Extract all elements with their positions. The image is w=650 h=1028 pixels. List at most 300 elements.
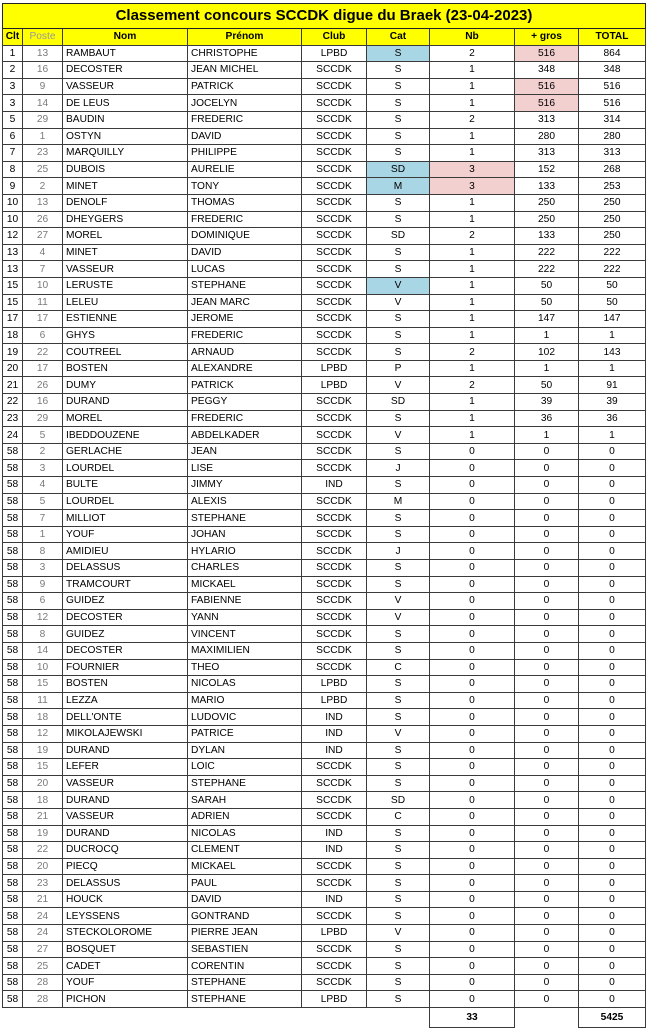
- cell-gros: 0: [515, 510, 579, 527]
- cell-nom: BOSQUET: [63, 941, 188, 958]
- cell-prenom: THEO: [188, 659, 302, 676]
- cell-total: 0: [579, 659, 646, 676]
- cell-cat: SD: [367, 394, 430, 411]
- cell-nb: 0: [430, 692, 515, 709]
- cell-nom: DUBOIS: [63, 161, 188, 178]
- cell-club: LPBD: [302, 991, 367, 1008]
- cell-prenom: JEROME: [188, 311, 302, 328]
- cell-gros: 0: [515, 941, 579, 958]
- cell-clt: 19: [3, 344, 23, 361]
- cell-poste: 9: [23, 576, 63, 593]
- cell-poste: 1: [23, 526, 63, 543]
- cell-club: IND: [302, 477, 367, 494]
- cell-cat: SD: [367, 228, 430, 245]
- table-row: [3, 294, 646, 311]
- cell-club: SCCDK: [302, 526, 367, 543]
- cell-nom: MINET: [63, 178, 188, 195]
- cell-nb: 0: [430, 941, 515, 958]
- table-row: [3, 62, 646, 79]
- table-row: [3, 344, 646, 361]
- cell-total: 0: [579, 891, 646, 908]
- cell-prenom: JEAN MARC: [188, 294, 302, 311]
- table-row: [3, 510, 646, 527]
- table-row: [3, 958, 646, 975]
- cell-club: SCCDK: [302, 642, 367, 659]
- cell-prenom: STEPHANE: [188, 974, 302, 991]
- cell-total: 268: [579, 161, 646, 178]
- cell-nb: 0: [430, 891, 515, 908]
- cell-poste: 28: [23, 991, 63, 1008]
- cell-clt: 58: [3, 842, 23, 859]
- cell-nb: 0: [430, 526, 515, 543]
- cell-gros: 1: [515, 327, 579, 344]
- cell-nb: 0: [430, 925, 515, 942]
- cell-total: 516: [579, 78, 646, 95]
- cell-clt: 58: [3, 742, 23, 759]
- cell-total: 0: [579, 593, 646, 610]
- cell-club: SCCDK: [302, 111, 367, 128]
- cell-clt: 58: [3, 958, 23, 975]
- cell-total: 0: [579, 858, 646, 875]
- cell-prenom: FREDERIC: [188, 410, 302, 427]
- cell-nom: PIECQ: [63, 858, 188, 875]
- cell-gros: 102: [515, 344, 579, 361]
- cell-poste: 17: [23, 360, 63, 377]
- cell-nb: 3: [430, 178, 515, 195]
- cell-clt: 9: [3, 178, 23, 195]
- cell-cat: S: [367, 576, 430, 593]
- cell-gros: 152: [515, 161, 579, 178]
- cell-clt: 58: [3, 775, 23, 792]
- cell-gros: 0: [515, 958, 579, 975]
- cell-cat: S: [367, 974, 430, 991]
- cell-cat: P: [367, 360, 430, 377]
- cell-total: 1: [579, 427, 646, 444]
- cell-nom: GUIDEZ: [63, 593, 188, 610]
- cell-total: 516: [579, 95, 646, 112]
- cell-clt: 58: [3, 593, 23, 610]
- cell-poste: 5: [23, 493, 63, 510]
- cell-total: 0: [579, 493, 646, 510]
- cell-club: SCCDK: [302, 128, 367, 145]
- table-row: [3, 759, 646, 776]
- cell-prenom: SARAH: [188, 792, 302, 809]
- cell-prenom: DAVID: [188, 891, 302, 908]
- cell-gros: 147: [515, 311, 579, 328]
- cell-prenom: PATRICK: [188, 78, 302, 95]
- cell-club: SCCDK: [302, 493, 367, 510]
- cell-nb: 0: [430, 477, 515, 494]
- cell-club: SCCDK: [302, 443, 367, 460]
- cell-club: SCCDK: [302, 95, 367, 112]
- cell-gros: 0: [515, 875, 579, 892]
- cell-prenom: NICOLAS: [188, 825, 302, 842]
- cell-total: 0: [579, 477, 646, 494]
- table-row: [3, 576, 646, 593]
- cell-clt: 58: [3, 991, 23, 1008]
- cell-gros: 222: [515, 244, 579, 261]
- cell-cat: J: [367, 543, 430, 560]
- cell-gros: 0: [515, 642, 579, 659]
- cell-prenom: STEPHANE: [188, 510, 302, 527]
- cell-cat: S: [367, 45, 430, 62]
- cell-cat: S: [367, 211, 430, 228]
- cell-total: 0: [579, 842, 646, 859]
- cell-total: 0: [579, 709, 646, 726]
- cell-poste: 27: [23, 228, 63, 245]
- cell-club: SCCDK: [302, 858, 367, 875]
- cell-poste: 2: [23, 178, 63, 195]
- cell-cat: S: [367, 128, 430, 145]
- cell-poste: 8: [23, 543, 63, 560]
- cell-prenom: STEPHANE: [188, 277, 302, 294]
- cell-cat: S: [367, 510, 430, 527]
- footer-nb-total: 33: [430, 1008, 515, 1028]
- cell-prenom: DAVID: [188, 244, 302, 261]
- table-row: [3, 460, 646, 477]
- cell-poste: 4: [23, 244, 63, 261]
- cell-gros: 1: [515, 360, 579, 377]
- cell-poste: 13: [23, 45, 63, 62]
- cell-nom: DELASSUS: [63, 875, 188, 892]
- cell-clt: 58: [3, 676, 23, 693]
- cell-prenom: PATRICE: [188, 725, 302, 742]
- cell-cat: S: [367, 775, 430, 792]
- cell-cat: V: [367, 725, 430, 742]
- cell-clt: 58: [3, 626, 23, 643]
- cell-cat: C: [367, 659, 430, 676]
- cell-nom: MIKOLAJEWSKI: [63, 725, 188, 742]
- cell-nom: YOUF: [63, 526, 188, 543]
- cell-prenom: HYLARIO: [188, 543, 302, 560]
- cell-nb: 0: [430, 560, 515, 577]
- table-row: [3, 311, 646, 328]
- cell-nom: GERLACHE: [63, 443, 188, 460]
- cell-clt: 58: [3, 543, 23, 560]
- cell-gros: 280: [515, 128, 579, 145]
- cell-nb: 0: [430, 792, 515, 809]
- cell-prenom: CHARLES: [188, 560, 302, 577]
- cell-nom: LEYSSENS: [63, 908, 188, 925]
- cell-cat: S: [367, 194, 430, 211]
- cell-poste: 4: [23, 477, 63, 494]
- cell-prenom: ABDELKADER: [188, 427, 302, 444]
- table-row: [3, 974, 646, 991]
- cell-poste: 12: [23, 725, 63, 742]
- cell-poste: 27: [23, 941, 63, 958]
- cell-nom: DECOSTER: [63, 642, 188, 659]
- table-row: [3, 742, 646, 759]
- table-row: [3, 228, 646, 245]
- cell-prenom: LUCAS: [188, 261, 302, 278]
- cell-poste: 14: [23, 95, 63, 112]
- cell-club: SCCDK: [302, 178, 367, 195]
- cell-club: SCCDK: [302, 875, 367, 892]
- cell-gros: 516: [515, 95, 579, 112]
- cell-club: LPBD: [302, 925, 367, 942]
- cell-nb: 0: [430, 808, 515, 825]
- cell-gros: 50: [515, 294, 579, 311]
- cell-clt: 58: [3, 477, 23, 494]
- cell-nom: DECOSTER: [63, 62, 188, 79]
- cell-prenom: ADRIEN: [188, 808, 302, 825]
- cell-club: SCCDK: [302, 560, 367, 577]
- cell-gros: 36: [515, 410, 579, 427]
- table-row: [3, 775, 646, 792]
- table-row: [3, 327, 646, 344]
- cell-prenom: FREDERIC: [188, 111, 302, 128]
- cell-gros: 0: [515, 609, 579, 626]
- cell-gros: 0: [515, 692, 579, 709]
- cell-cat: V: [367, 277, 430, 294]
- cell-cat: S: [367, 95, 430, 112]
- cell-gros: 313: [515, 111, 579, 128]
- table-row: [3, 145, 646, 162]
- cell-cat: C: [367, 808, 430, 825]
- cell-nom: TRAMCOURT: [63, 576, 188, 593]
- cell-clt: 7: [3, 145, 23, 162]
- table-row: [3, 111, 646, 128]
- cell-nom: MOREL: [63, 410, 188, 427]
- cell-club: LPBD: [302, 692, 367, 709]
- cell-total: 0: [579, 908, 646, 925]
- cell-nb: 0: [430, 460, 515, 477]
- cell-gros: 0: [515, 709, 579, 726]
- header-row: [3, 29, 646, 46]
- cell-nom: BOSTEN: [63, 676, 188, 693]
- results-table: [2, 3, 646, 1028]
- cell-club: SCCDK: [302, 311, 367, 328]
- cell-total: 0: [579, 875, 646, 892]
- cell-poste: 23: [23, 145, 63, 162]
- cell-clt: 58: [3, 925, 23, 942]
- cell-cat: S: [367, 642, 430, 659]
- col-header-prenom: Prénom: [188, 29, 302, 46]
- cell-nom: MINET: [63, 244, 188, 261]
- cell-clt: 58: [3, 692, 23, 709]
- cell-gros: 133: [515, 178, 579, 195]
- cell-club: SCCDK: [302, 775, 367, 792]
- cell-cat: S: [367, 742, 430, 759]
- cell-poste: 20: [23, 858, 63, 875]
- cell-cat: V: [367, 593, 430, 610]
- cell-clt: 15: [3, 277, 23, 294]
- cell-gros: 0: [515, 742, 579, 759]
- cell-cat: S: [367, 443, 430, 460]
- cell-poste: 24: [23, 925, 63, 942]
- cell-poste: 3: [23, 560, 63, 577]
- cell-club: SCCDK: [302, 460, 367, 477]
- cell-gros: 0: [515, 908, 579, 925]
- cell-total: 0: [579, 609, 646, 626]
- table-row: [3, 427, 646, 444]
- cell-prenom: PHILIPPE: [188, 145, 302, 162]
- cell-nom: RAMBAUT: [63, 45, 188, 62]
- cell-prenom: LUDOVIC: [188, 709, 302, 726]
- table-row: [3, 825, 646, 842]
- cell-nb: 1: [430, 62, 515, 79]
- cell-gros: 0: [515, 925, 579, 942]
- cell-nb: 0: [430, 825, 515, 842]
- cell-prenom: JOCELYN: [188, 95, 302, 112]
- cell-nb: 2: [430, 377, 515, 394]
- cell-prenom: JEAN MICHEL: [188, 62, 302, 79]
- cell-nb: 0: [430, 991, 515, 1008]
- cell-gros: 0: [515, 974, 579, 991]
- table-row: [3, 95, 646, 112]
- cell-clt: 58: [3, 510, 23, 527]
- cell-nb: 2: [430, 111, 515, 128]
- cell-prenom: TONY: [188, 178, 302, 195]
- cell-gros: 0: [515, 560, 579, 577]
- cell-nb: 1: [430, 294, 515, 311]
- cell-club: SCCDK: [302, 244, 367, 261]
- cell-prenom: THOMAS: [188, 194, 302, 211]
- cell-club: SCCDK: [302, 228, 367, 245]
- cell-gros: 0: [515, 626, 579, 643]
- table-row: [3, 842, 646, 859]
- cell-poste: 10: [23, 277, 63, 294]
- cell-total: 222: [579, 261, 646, 278]
- cell-clt: 58: [3, 493, 23, 510]
- cell-total: 250: [579, 228, 646, 245]
- cell-cat: S: [367, 560, 430, 577]
- cell-cat: S: [367, 410, 430, 427]
- cell-total: 0: [579, 642, 646, 659]
- table-row: [3, 211, 646, 228]
- cell-total: 1: [579, 360, 646, 377]
- cell-cat: S: [367, 676, 430, 693]
- cell-poste: 7: [23, 261, 63, 278]
- cell-club: SCCDK: [302, 194, 367, 211]
- cell-cat: S: [367, 62, 430, 79]
- cell-clt: 58: [3, 908, 23, 925]
- cell-nom: LELEU: [63, 294, 188, 311]
- cell-total: 0: [579, 543, 646, 560]
- cell-clt: 58: [3, 709, 23, 726]
- cell-clt: 3: [3, 78, 23, 95]
- cell-club: SCCDK: [302, 211, 367, 228]
- cell-nb: 0: [430, 875, 515, 892]
- cell-nom: BULTE: [63, 477, 188, 494]
- cell-club: SCCDK: [302, 974, 367, 991]
- cell-nom: VASSEUR: [63, 808, 188, 825]
- col-header-nom: Nom: [63, 29, 188, 46]
- cell-nom: FOURNIER: [63, 659, 188, 676]
- cell-nb: 0: [430, 609, 515, 626]
- table-row: [3, 244, 646, 261]
- cell-gros: 0: [515, 991, 579, 1008]
- cell-clt: 22: [3, 394, 23, 411]
- cell-poste: 25: [23, 958, 63, 975]
- cell-total: 39: [579, 394, 646, 411]
- cell-clt: 58: [3, 792, 23, 809]
- cell-prenom: MAXIMILIEN: [188, 642, 302, 659]
- cell-clt: 58: [3, 941, 23, 958]
- cell-poste: 13: [23, 194, 63, 211]
- cell-total: 0: [579, 825, 646, 842]
- cell-nb: 1: [430, 360, 515, 377]
- table-row: [3, 991, 646, 1008]
- cell-clt: 58: [3, 642, 23, 659]
- cell-club: SCCDK: [302, 145, 367, 162]
- cell-poste: 26: [23, 211, 63, 228]
- cell-nom: IBEDDOUZENE: [63, 427, 188, 444]
- cell-poste: 5: [23, 427, 63, 444]
- cell-club: SCCDK: [302, 576, 367, 593]
- cell-club: SCCDK: [302, 344, 367, 361]
- cell-clt: 58: [3, 659, 23, 676]
- page-title: Classement concours SCCDK digue du Braek (23-04-2023): [3, 4, 646, 29]
- cell-club: IND: [302, 842, 367, 859]
- cell-nom: COUTREEL: [63, 344, 188, 361]
- table-row: [3, 261, 646, 278]
- cell-cat: S: [367, 111, 430, 128]
- cell-cat: S: [367, 526, 430, 543]
- cell-club: SCCDK: [302, 609, 367, 626]
- cell-nb: 1: [430, 277, 515, 294]
- cell-prenom: PATRICK: [188, 377, 302, 394]
- cell-nom: LOURDEL: [63, 460, 188, 477]
- cell-nb: 0: [430, 974, 515, 991]
- cell-club: SCCDK: [302, 543, 367, 560]
- cell-nom: HOUCK: [63, 891, 188, 908]
- table-row: [3, 891, 646, 908]
- cell-nom: DELASSUS: [63, 560, 188, 577]
- cell-nom: DURAND: [63, 825, 188, 842]
- cell-nom: MILLIOT: [63, 510, 188, 527]
- cell-nom: DECOSTER: [63, 609, 188, 626]
- cell-nom: BAUDIN: [63, 111, 188, 128]
- cell-nb: 1: [430, 95, 515, 112]
- cell-clt: 58: [3, 875, 23, 892]
- cell-prenom: DOMINIQUE: [188, 228, 302, 245]
- cell-cat: S: [367, 344, 430, 361]
- table-row: [3, 941, 646, 958]
- cell-club: SCCDK: [302, 62, 367, 79]
- cell-gros: 516: [515, 45, 579, 62]
- cell-cat: S: [367, 261, 430, 278]
- cell-gros: 0: [515, 842, 579, 859]
- cell-total: 0: [579, 991, 646, 1008]
- cell-total: 864: [579, 45, 646, 62]
- cell-gros: 0: [515, 808, 579, 825]
- cell-poste: 12: [23, 609, 63, 626]
- cell-prenom: MARIO: [188, 692, 302, 709]
- cell-prenom: PIERRE JEAN: [188, 925, 302, 942]
- cell-gros: 0: [515, 593, 579, 610]
- cell-cat: M: [367, 493, 430, 510]
- cell-clt: 58: [3, 858, 23, 875]
- cell-nom: DE LEUS: [63, 95, 188, 112]
- footer-grand-total: 5425: [579, 1008, 646, 1028]
- cell-poste: 29: [23, 111, 63, 128]
- cell-nom: VASSEUR: [63, 775, 188, 792]
- cell-cat: S: [367, 626, 430, 643]
- cell-nom: CADET: [63, 958, 188, 975]
- cell-nom: DURAND: [63, 394, 188, 411]
- cell-total: 36: [579, 410, 646, 427]
- cell-cat: V: [367, 294, 430, 311]
- cell-cat: S: [367, 145, 430, 162]
- cell-cat: V: [367, 427, 430, 444]
- table-row: [3, 45, 646, 62]
- cell-nb: 1: [430, 261, 515, 278]
- cell-clt: 12: [3, 228, 23, 245]
- col-header-poste: Poste: [23, 29, 63, 46]
- footer-spacer: [3, 1008, 430, 1028]
- cell-gros: 0: [515, 543, 579, 560]
